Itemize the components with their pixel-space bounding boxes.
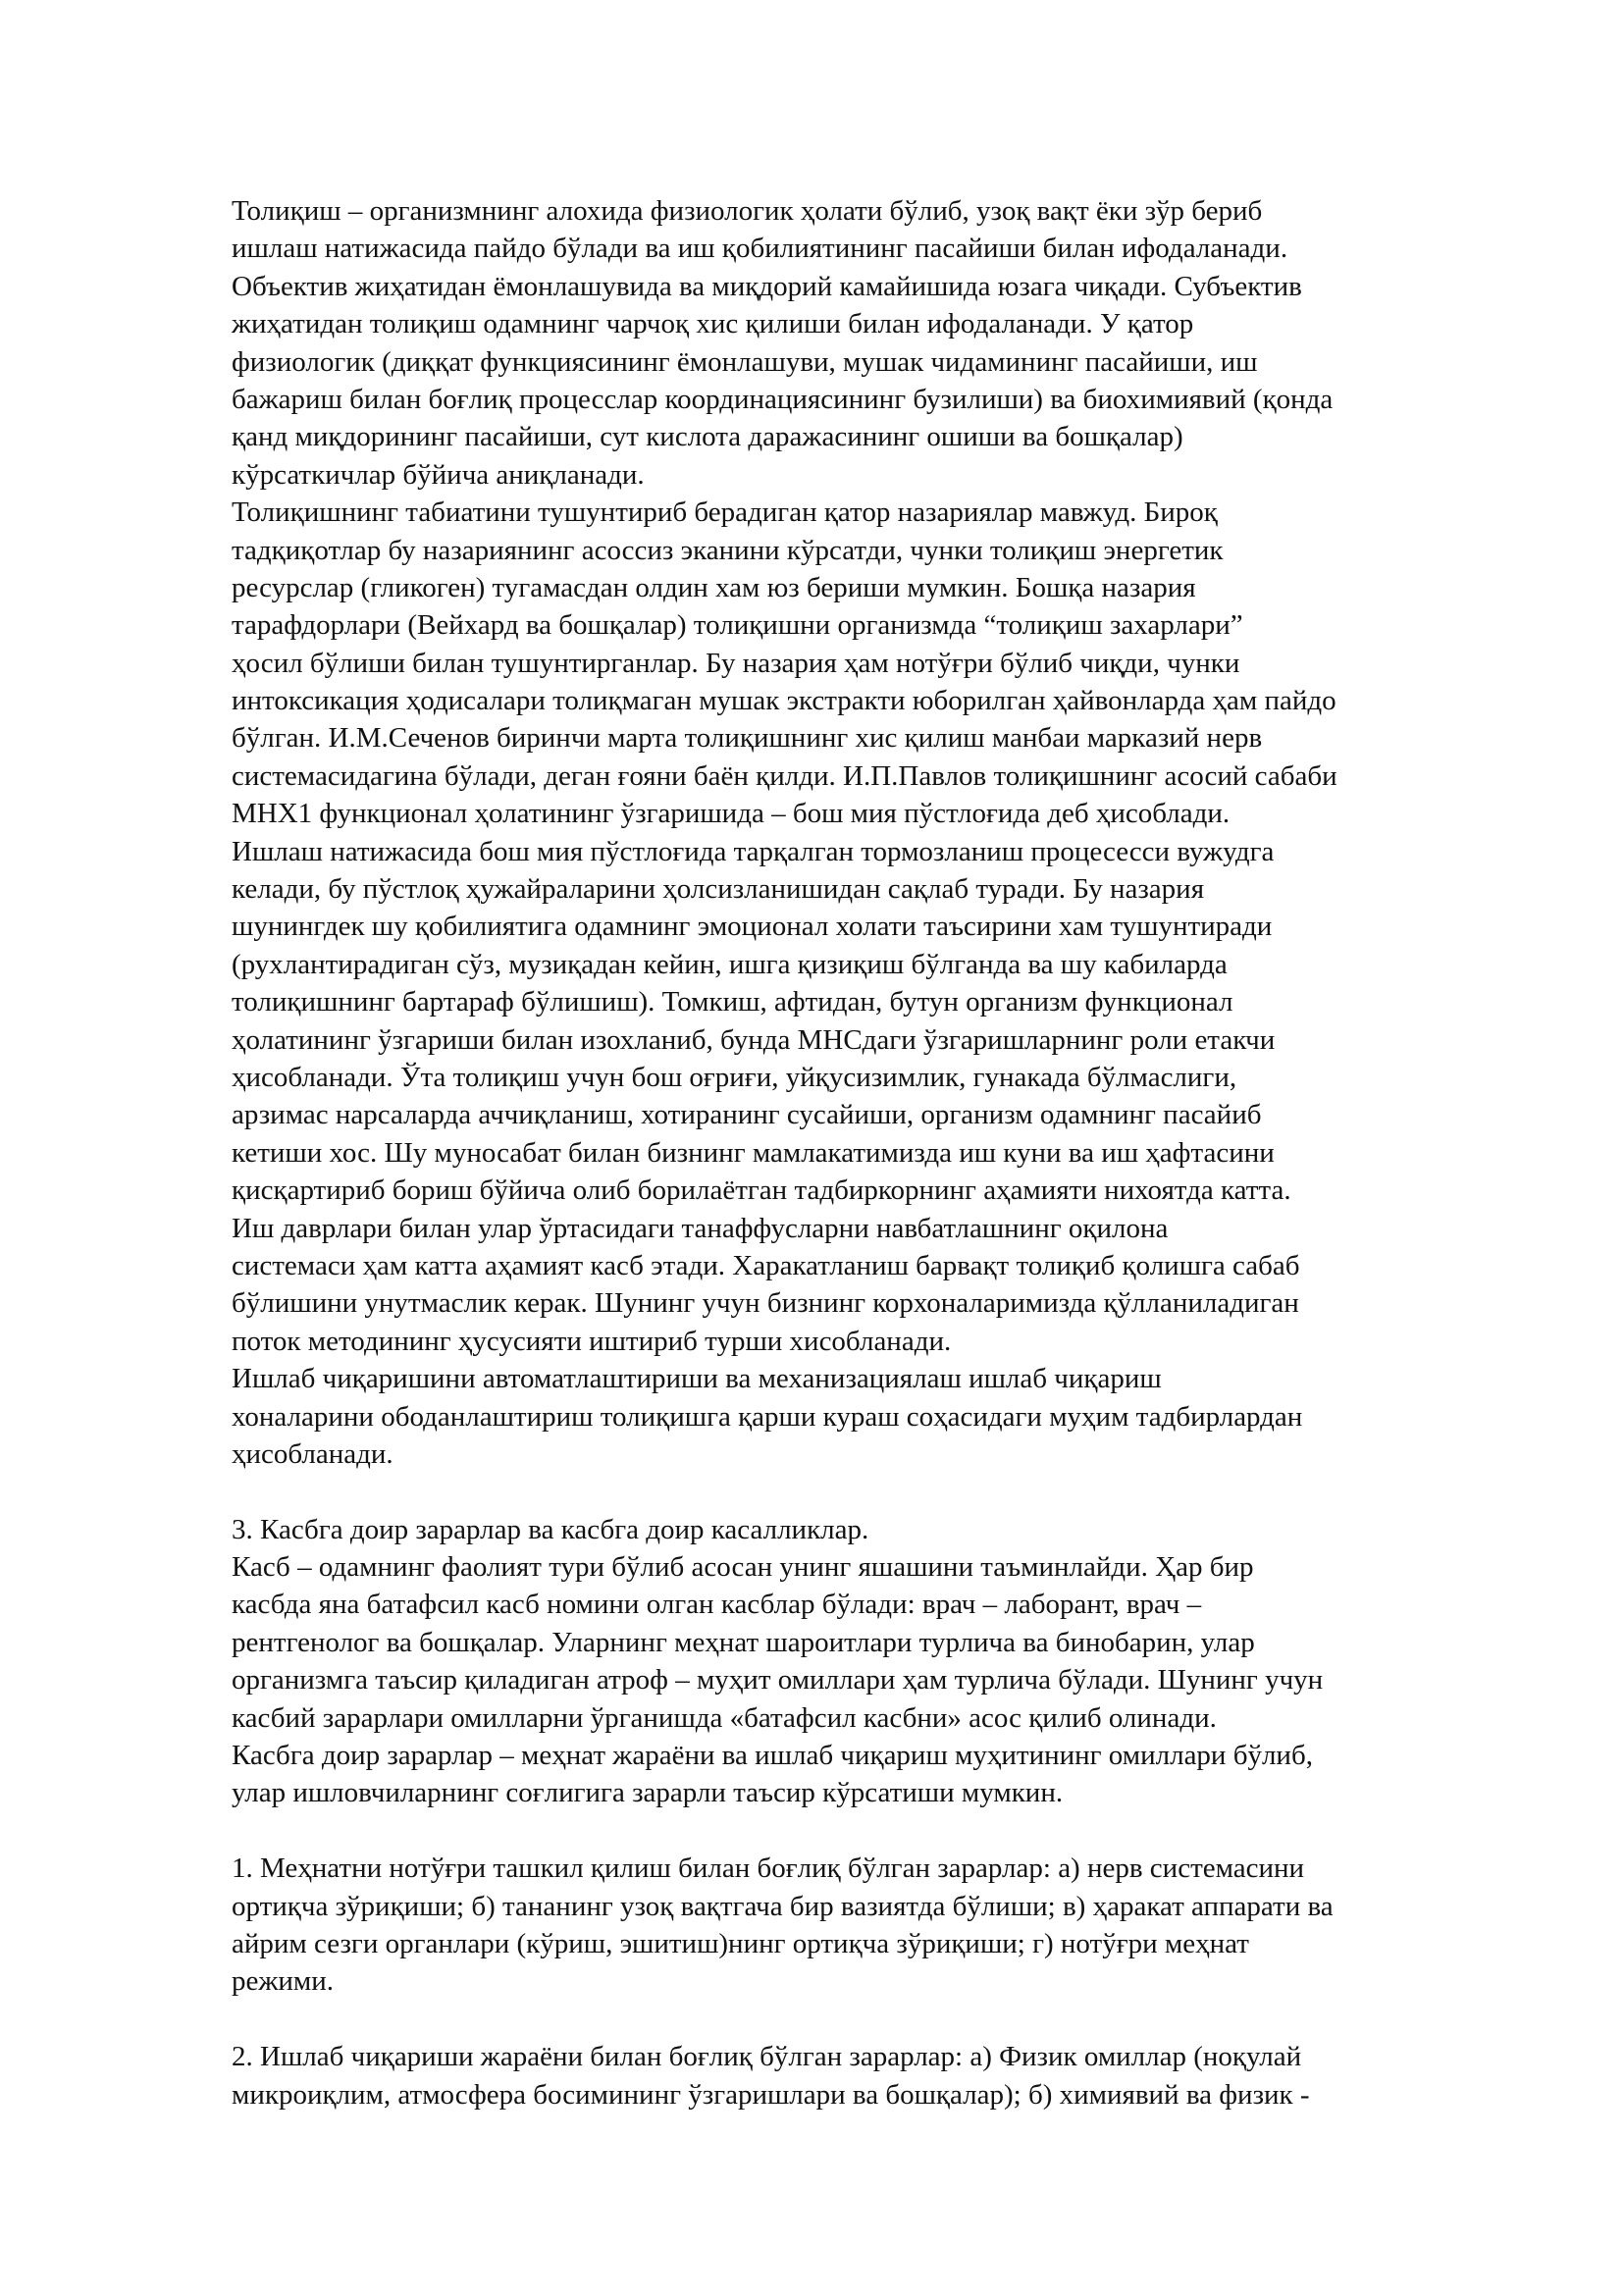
paragraph-occupational-hazards xyxy=(232,1737,1527,1812)
text-line: Ишлаш натижасида бош мия пўстлоғида тарқалган тормозланиш процесесси вужудга xyxy=(232,835,1275,867)
text-line: бўлишини унутмаслик керак. Шунинг учун бизнинг корхоналаримизда қўлланиладиган xyxy=(232,1287,1299,1320)
text-line: 1. Меҳнатни нотўғри ташкил қилиш билан боғлиқ бўлган зарарлар: а) нерв системасини xyxy=(232,1852,1305,1885)
text-line: тарафдорлари (Вейхард ва бошқалар) толиқишни организмда “толиқиш захарлари” xyxy=(232,609,1243,642)
paragraph-gap xyxy=(232,1473,1527,1510)
text-line: 2. Ишлаб чиқариши жараёни билан боғлиқ бўлган зарарлар: а) Физик омиллар (ноқулай xyxy=(232,2041,1302,2073)
text-line: поток методининг ҳусусияти иштириб турши хисобланади. xyxy=(232,1325,952,1357)
text-line: Толиқиш – организмнинг алохида физиологик ҳолати бўлиб, узоқ вақт ёки зўр бериб xyxy=(232,195,1263,227)
text-line: толиқишнинг бартараф бўлишиш). Томкиш, афтидан, бутун организм функционал xyxy=(232,986,1233,1018)
text-line: рентгенолог ва бошқалар. Уларнинг меҳнат шароитлари турлича ва бинобарин, улар xyxy=(232,1626,1255,1658)
text-line: ҳолатининг ўзгариши билан изохланиб, бунда МНСдаги ўзгаришларнинг роли етакчи xyxy=(232,1023,1276,1056)
paragraph-automation xyxy=(232,1360,1527,1473)
text-line: (рухлантирадиган сўз, музиқадан кейин, ишга қизиқиш бўлганда ва шу кабиларда xyxy=(232,948,1228,980)
text-line: келади, бу пўстлоқ ҳужайраларини ҳолсизланишидан сақлаб туради. Бу назария xyxy=(232,873,1205,906)
text-line: хоналарини ободанлаштириш толиқишга қарши кураш соҳасидаги муҳим тадбирлардан xyxy=(232,1400,1303,1433)
document-body xyxy=(232,192,1527,2113)
text-line: улар ишловчиларнинг соғлигига зарарли таъсир кўрсатиши мумкин. xyxy=(232,1777,1064,1809)
text-line: ресурслар (гликоген) тугамасдан олдин хам юз бериши мумкин. Бошқа назария xyxy=(232,571,1196,603)
text-line: Касб – одамнинг фаолият тури бўлиб асосан унинг яшашини таъминлайди. Ҳар бир xyxy=(232,1551,1254,1584)
paragraph-profession xyxy=(232,1548,1527,1737)
text-line: ортиқча зўриқиши; б) тананинг узоқ вақтгача бир вазиятда бўлиши; в) ҳаракат аппарати ва xyxy=(232,1890,1334,1922)
paragraph-gap xyxy=(232,2001,1527,2038)
paragraph-fatigue-theories xyxy=(232,494,1527,1360)
text-line: Толиқишнинг табиатини тушунтириб берадиган қатор назариялар мавжуд. Бироқ xyxy=(232,496,1218,529)
text-line: системаси ҳам катта аҳамият касб этади. Харакатланиш барвақт толиқиб қолишга сабаб xyxy=(232,1249,1300,1281)
text-line: Ишлаб чиқаришини автоматлаштириши ва механизациялаш ишлаб чиқариш xyxy=(232,1363,1162,1395)
text-line: шунингдек шу қобилиятига одамнинг эмоционал холати таъсирини хам тушунтиради xyxy=(232,911,1273,943)
text-line: кетиши хос. Шу муносабат билан бизнинг мамлакатимизда иш куни ва иш ҳафтасини xyxy=(232,1136,1275,1169)
text-line: қисқартириб бориш бўйича олиб борилаётган тадбиркорнинг аҳамияти нихоятда катта. xyxy=(232,1174,1291,1207)
text-line: арзимас нарсаларда аччиқланиш, хотиранинг сусайиши, организм одамнинг пасайиб xyxy=(232,1099,1262,1131)
text-line: организмга таъсир қиладиган атроф – муҳит омиллари ҳам турлича бўлади. Шунинг учун xyxy=(232,1664,1324,1696)
paragraph-gap xyxy=(232,1812,1527,1850)
text-line: айрим сезги органлари (кўриш, эшитиш)нинг ортиқча зўриқиши; г) нотўғри меҳнат xyxy=(232,1927,1249,1959)
text-line: ҳосил бўлиши билан тушунтирганлар. Бу назария ҳам нотўғри бўлиб чиқди, чунки xyxy=(232,647,1240,679)
text-line: қанд миқдорининг пасайиши, сут кислота даражасининг ошиши ва бошқалар) xyxy=(232,421,1183,453)
text-line: МНХ1 функционал ҳолатининг ўзгаришида – бош мия пўстлоғида деб ҳисоблади. xyxy=(232,798,1231,830)
text-line: Объектив жиҳатидан ёмонлашувида ва миқдорий камайишида юзага чиқади. Субъектив xyxy=(232,270,1302,302)
paragraph-fatigue-definition xyxy=(232,192,1527,494)
text-line: касбда яна батафсил касб номини олган касблар бўлади: врач – лаборант, врач – xyxy=(232,1589,1202,1621)
section-title: 3. Касбга доир зарарлар ва касбга доир касалликлар. xyxy=(232,1513,869,1545)
text-line: ҳисобланади. Ўта толиқиш учун бош оғриғи, уйқусизимлик, гунакада бўлмаслиги, xyxy=(232,1061,1237,1093)
text-line: системасидагина бўлади, деган ғояни баён қилди. И.П.Павлов толиқишнинг асосий сабаби xyxy=(232,759,1337,792)
list-item-labor-organization xyxy=(232,1850,1527,2001)
text-line: интоксикация ҳодисалари толиқмаган мушак экстракти юборилган ҳайвонларда ҳам пайдо xyxy=(232,685,1336,717)
list-item-production-process xyxy=(232,2038,1527,2113)
text-line: кўрсаткичлар бўйича аниқланади. xyxy=(232,458,645,491)
text-line: Касбга доир зарарлар – меҳнат жараёни ва ишлаб чиқариш муҳитининг омиллари бўлиб, xyxy=(232,1740,1313,1772)
text-line: ҳисобланади. xyxy=(232,1437,393,1470)
text-line: ишлаш натижасида пайдо бўлади ва иш қобилиятининг пасайиши билан ифодаланади. xyxy=(232,233,1288,265)
text-line: жиҳатидан толиқиш одамнинг чарчоқ хис қилиши билан ифодаланади. У қатор xyxy=(232,308,1194,340)
text-line: тадқиқотлар бу назариянинг асоссиз эканини кўрсатди, чунки толиқиш энергетик xyxy=(232,534,1224,566)
text-line: режими. xyxy=(232,1965,335,1998)
text-line: бажариш билан боғлиқ процесслар координациясининг бузилиши) ва биохимиявий (қонда xyxy=(232,383,1334,415)
text-line: бўлган. И.М.Сеченов биринчи марта толиқишнинг хис қилиш манбаи марказий нерв xyxy=(232,722,1263,755)
section-heading xyxy=(232,1511,1527,1548)
text-line: касбий зарарлари омилларни ўрганишда «батафсил касбни» асос қилиб олинади. xyxy=(232,1701,1217,1734)
text-line: микроиқлим, атмосфера босимининг ўзгаришлари ва бошқалар); б) химиявий ва физик - xyxy=(232,2078,1310,2111)
text-line: физиологик (диққат функциясининг ёмонлашуви, мушак чидамининг пасайиши, иш xyxy=(232,345,1258,378)
text-line: Иш даврлари билан улар ўртасидаги танаффусларни навбатлашнинг оқилона xyxy=(232,1212,1169,1244)
